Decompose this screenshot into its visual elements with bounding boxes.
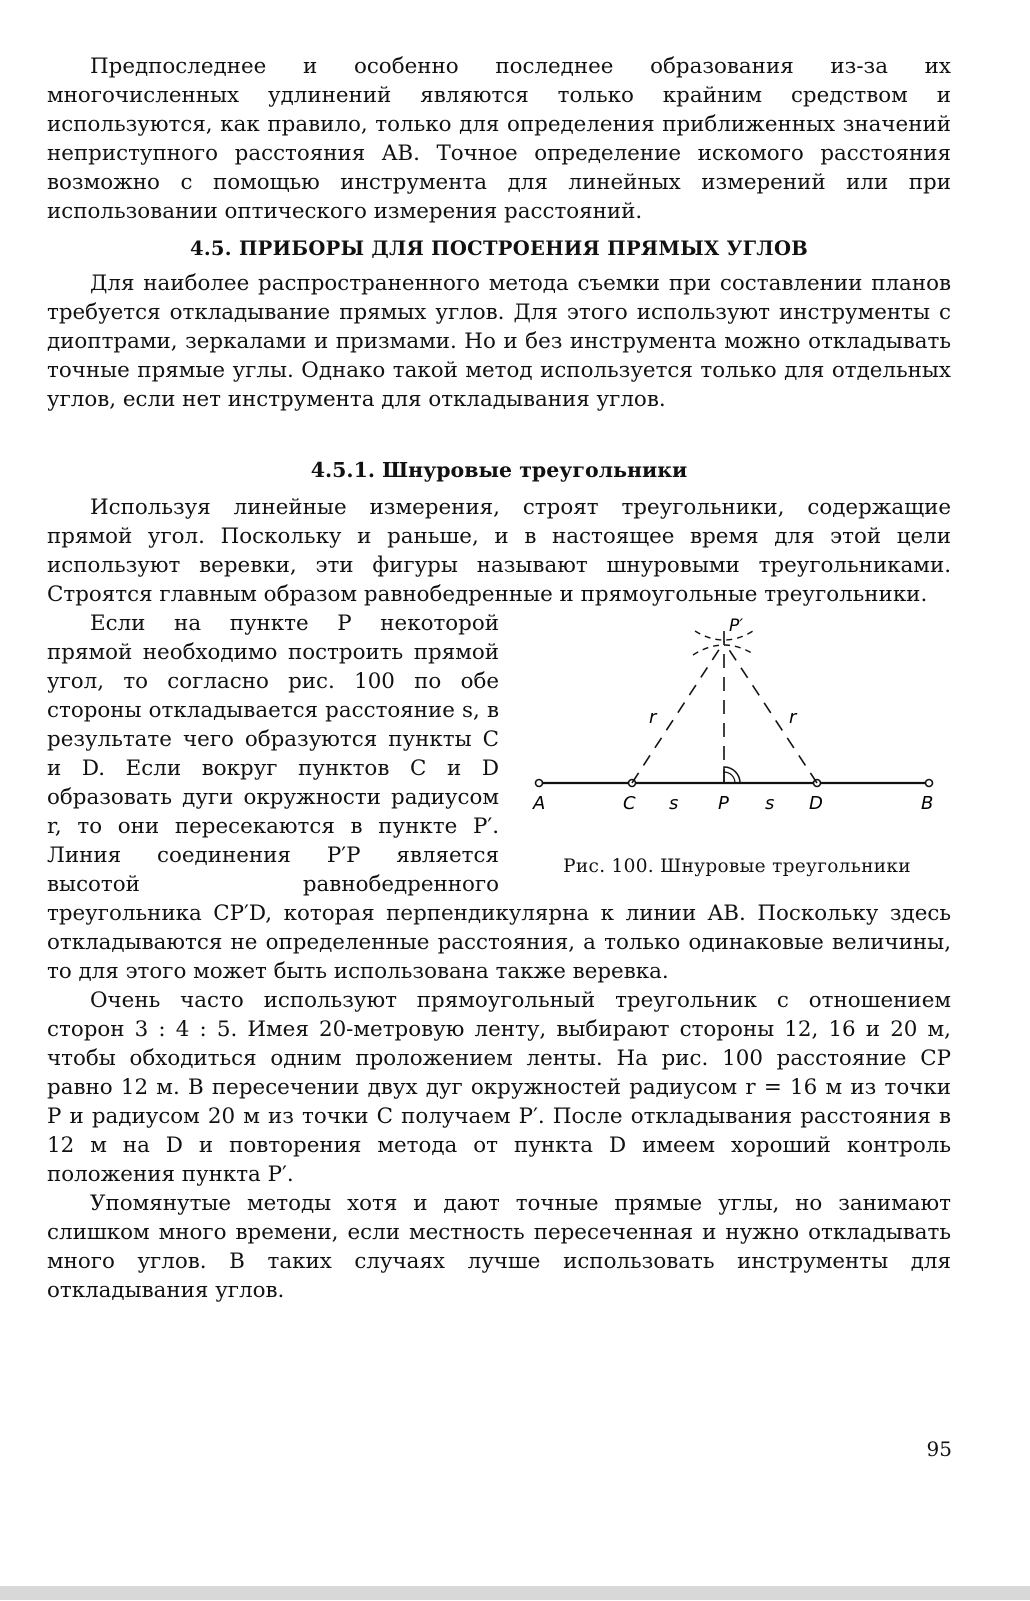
scan-bottom-edge	[0, 1586, 1030, 1600]
paragraph-intro: Предпоследнее и особенно последнее образования из-за их многочисленных удлинений являются только крайним средством и используются, как правило, только для определения приближенных значений неприступного расстояния AB. Точное определение искомого расстояния возможно с помощью инструмента для линейных измерений или при использовании оптического измерения расстояний.	[47, 54, 951, 224]
paragraph-conclusion: Упомянутые методы хотя и дают точные прямые углы, но занимают слишком много времени, если местность пересеченная и нужно откладывать много углов. В таких случаях лучше использовать инструменты для откладывания углов.	[47, 1191, 951, 1303]
side-dp-prime	[724, 642, 817, 783]
point-b-marker	[926, 780, 933, 787]
figure-caption: Рис. 100. Шнуровые треугольники	[563, 856, 911, 877]
paragraph-345-method: Очень часто используют прямоугольный треугольник с отношением сторон 3 : 4 : 5. Имея 20-метровую ленту, выбирают стороны 12, 16 и 20 м, чтобы обходиться одним проложением ленты. На рис. 100 расстояние CP равно 12 м. В пересечении двух дуг окружностей радиусом r = 16 м из точки P и радиусом 20 м из точки C получаем P′. После откладывания расстояния в 12 м на D и повторения метода от пункта D имеем хороший контроль положения пункта P′.	[47, 988, 951, 1187]
paragraph-rope-triangles: Используя линейные измерения, строят треугольники, содержащие прямой угол. Поскольку и раньше, и в настоящее время для этой цели используют веревки, эти фигуры называют шнуровыми треугольниками. Строятся главным образом равнобедренные и прямоугольные треугольники.	[47, 495, 951, 607]
figure-100	[517, 615, 957, 885]
paragraph-section-intro: Для наиболее распространенного метода съемки при составлении планов требуется откладывание прямых углов. Для этого используют инструменты с диоптрами, зеркалами и призмами. Но и без инструмента можно откладывать точные прямые углы. Однако такой метод используется только для отдельных углов, если нет инструмента для откладывания углов.	[47, 271, 951, 412]
label-c: C	[623, 793, 636, 814]
label-d: D	[809, 793, 823, 814]
side-cp-prime	[632, 642, 724, 783]
label-s-left: s	[669, 793, 679, 814]
label-r-left: r	[649, 707, 657, 728]
label-s-right: s	[765, 793, 775, 814]
label-b: B	[921, 793, 934, 814]
section-heading: 4.5. ПРИБОРЫ ДЛЯ ПОСТРОЕНИЯ ПРЯМЫХ УГЛОВ	[189, 237, 809, 260]
page-number: 95	[926, 1437, 952, 1461]
subsection-heading: 4.5.1. Шнуровые треугольники	[310, 458, 688, 482]
label-a: A	[533, 793, 546, 814]
figure-wrap-block	[47, 609, 951, 986]
text-with-figure	[47, 493, 951, 609]
rope-triangle-diagram	[517, 615, 957, 855]
point-a-marker	[536, 780, 543, 787]
right-angle-mark-inner	[724, 772, 735, 783]
paragraph-isosceles-method: Если на пункте P некоторой прямой необходимо построить прямой угол, то согласно рис. 100 по обе стороны откладывается расстояние s, в результате чего образуются пункты C и D. Если вокруг пунктов C и D образовать дуги окружности радиусом r, то они пересекаются в пункте P′. Линия соединения P′P является высотой равнобедренного треугольника CP′D, которая перпендикулярна к линии AB. Поскольку здесь откладываются не определенные расстояния, а только одинаковые величины, то для этого может быть использована также веревка.	[47, 611, 951, 984]
label-r-right: r	[789, 707, 797, 728]
label-p-prime: P′	[729, 616, 744, 636]
page-body	[47, 52, 951, 1305]
arc-from-d	[693, 645, 755, 655]
label-p: P	[718, 793, 729, 814]
